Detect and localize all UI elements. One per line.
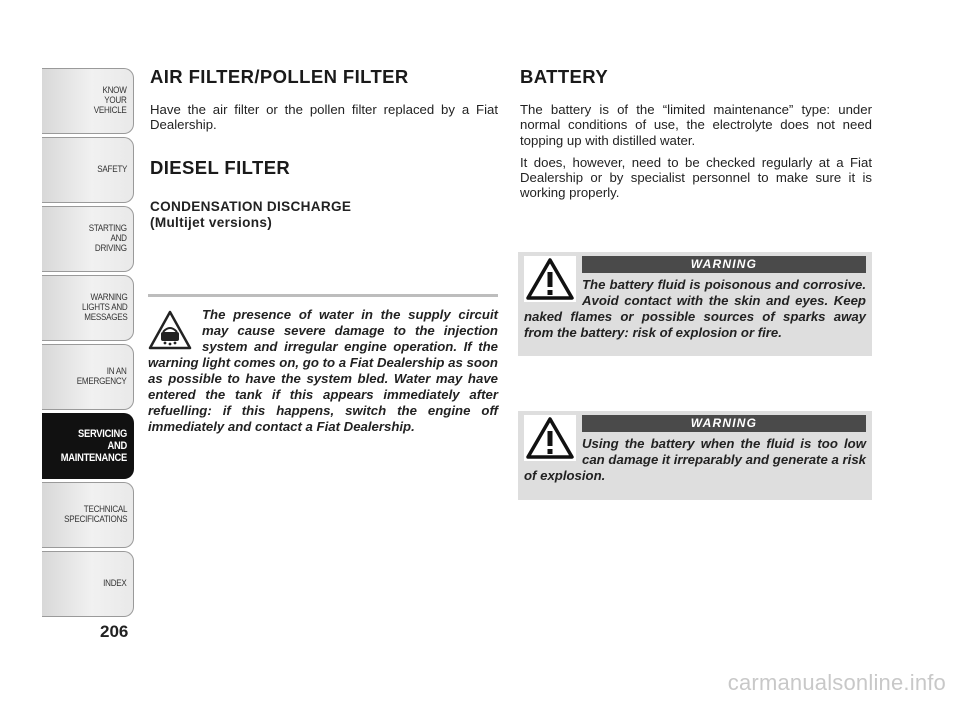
battery-paragraph-1: The battery is of the “limited maintenance” type: under normal conditions of use, the electrolyte does not need topping up with distilled water. — [520, 102, 872, 148]
tab-label: IN AN EMERGENCY — [77, 366, 127, 387]
warning-text: The battery fluid is poisonous and corrosive. Avoid contact with the skin and eyes. Keep naked flames or possible sources of sparks away from the battery: risk of explosion or fire. — [524, 277, 866, 340]
warning-triangle-icon — [524, 415, 576, 461]
air-filter-text: Have the air filter or the pollen filter replaced by a Fiat Dealership. — [150, 102, 498, 133]
warning-triangle-icon — [524, 256, 576, 302]
right-column — [520, 66, 872, 201]
warning-label: WARNING — [582, 256, 866, 273]
tab-servicing-and-maintenance[interactable] — [42, 413, 134, 479]
warning-label: WARNING — [582, 415, 866, 432]
tab-safety[interactable] — [42, 137, 134, 203]
tab-label: TECHNICAL SPECIFICATIONS — [63, 504, 127, 525]
tab-index[interactable] — [42, 551, 134, 617]
left-column — [150, 66, 498, 231]
tab-label: WARNING LIGHTS AND MESSAGES — [81, 292, 127, 323]
battery-fluid-warning — [518, 252, 872, 356]
tab-label: STARTING AND DRIVING — [88, 223, 127, 254]
diesel-filter-heading: DIESEL FILTER — [150, 156, 291, 178]
battery-heading: BATTERY — [520, 66, 609, 87]
tab-technical-specifications[interactable] — [42, 482, 134, 548]
condensation-heading: CONDENSATION DISCHARGE — [150, 198, 352, 214]
air-filter-heading: AIR FILTER/POLLEN FILTER — [150, 66, 409, 87]
water-in-fuel-text: The presence of water in the supply circuit may cause severe damage to the injection system and irregular engine operation. If the warning light comes on, go to a Fiat Dealership as soon as possible to have the system bled. Water may have entered the tank if this appears immediately after refuelling: if this happens, switch the engine off immediately and contact a Fiat Dealership. — [148, 307, 498, 434]
watermark: carmanualsonline.info — [727, 670, 946, 695]
tab-label: SERVICING AND MAINTENANCE — [60, 428, 127, 464]
warning-text: Using the battery when the fluid is too low can damage it irreparably and generate a risk of explosion. — [524, 436, 866, 483]
tab-label: KNOW YOUR VEHICLE — [94, 85, 127, 116]
condensation-subheading: (Multijet versions) — [150, 214, 273, 230]
battery-paragraph-2: It does, however, need to be checked regularly at a Fiat Dealership or by specialist personnel to make sure it is working properly. — [520, 154, 872, 201]
water-in-fuel-note — [148, 294, 498, 435]
tab-know-your-vehicle[interactable] — [42, 68, 134, 134]
tab-label: SAFETY — [97, 164, 127, 175]
tab-starting-and-driving[interactable] — [42, 206, 134, 272]
tab-label: INDEX — [103, 578, 127, 589]
tab-in-an-emergency[interactable] — [42, 344, 134, 410]
page-number: 206 — [100, 622, 129, 641]
fuel-filter-water-icon — [148, 310, 192, 350]
battery-low-fluid-warning — [518, 411, 872, 500]
tab-warning-lights[interactable] — [42, 275, 134, 341]
